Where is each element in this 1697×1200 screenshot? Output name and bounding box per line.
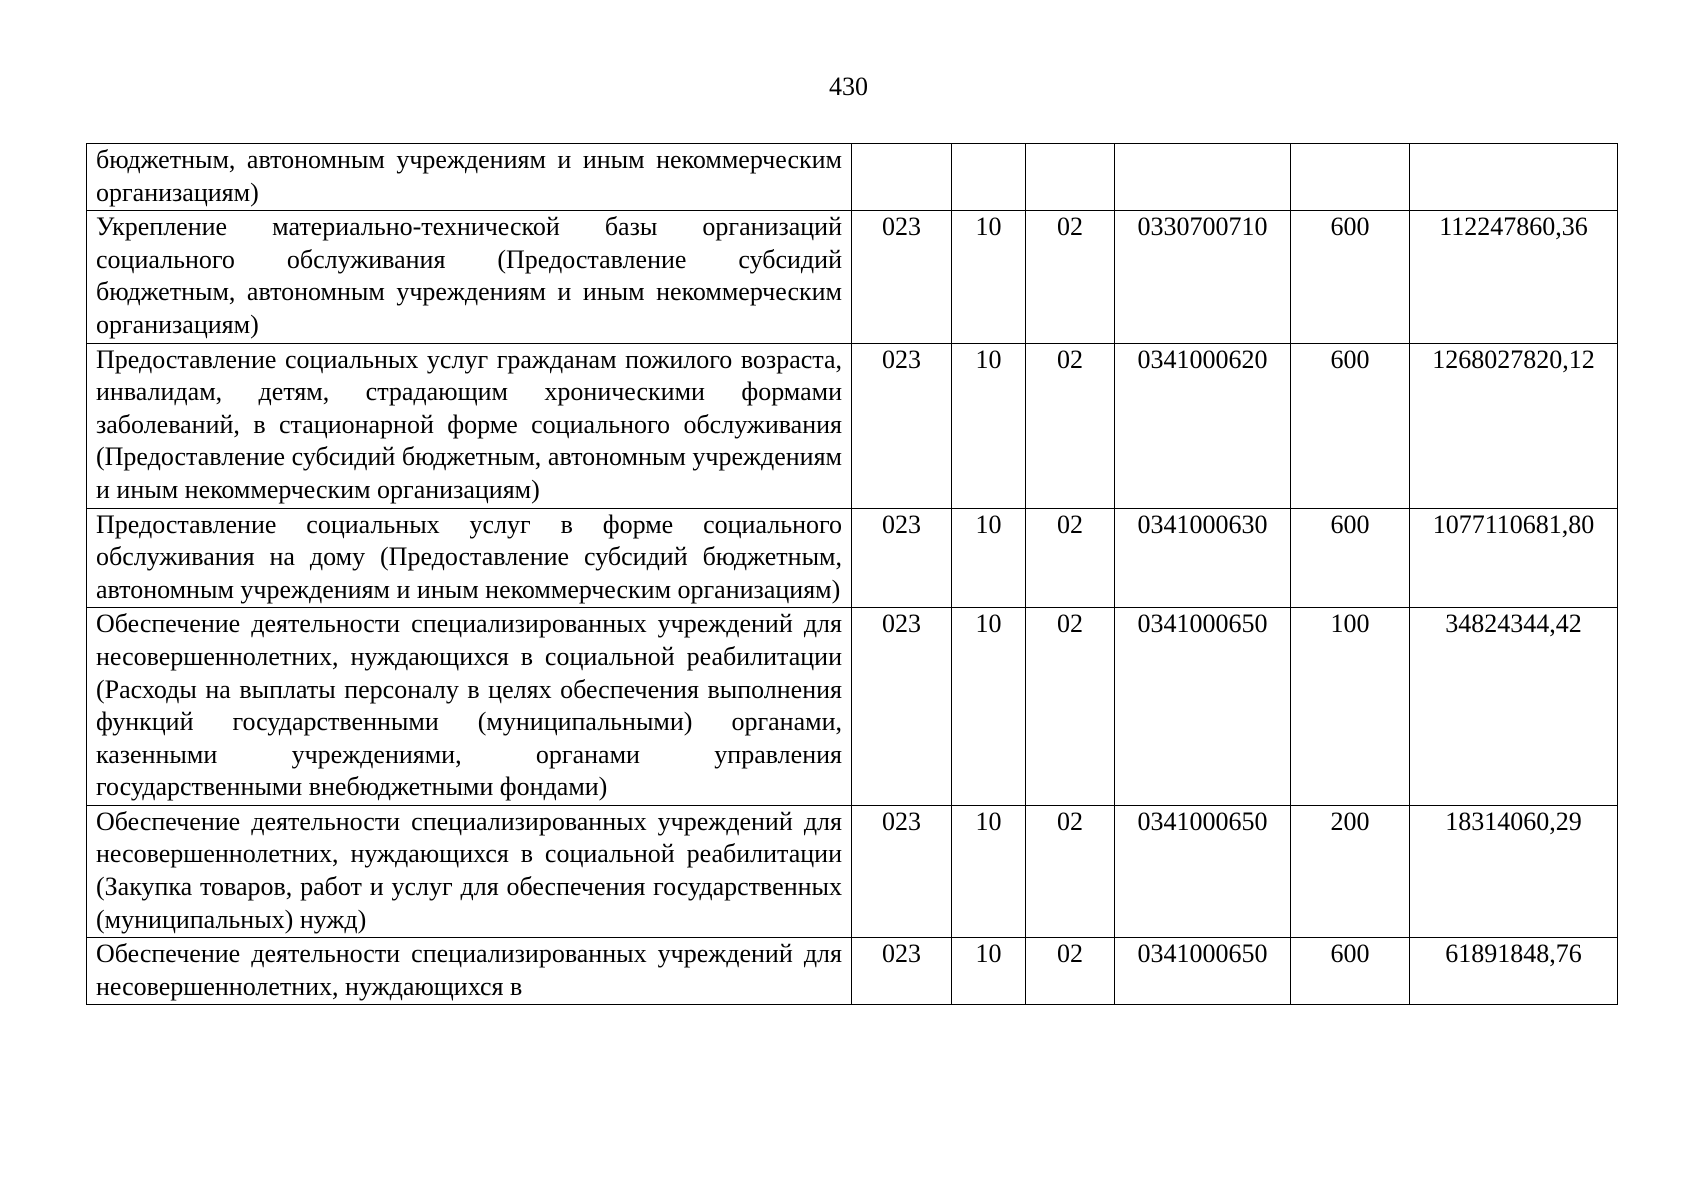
row-expense-type: 600: [1291, 343, 1410, 508]
row-description: Обеспечение деятельности специализированных учреждений для несовершеннолетних, нуждающихся в социальной реабилитации (Закупка товаров, работ и услуг для обеспечения государственных (муниципальных) нужд): [87, 805, 852, 937]
row-ministry-code: [852, 144, 952, 211]
row-subsection: 02: [1026, 938, 1115, 1005]
row-description: бюджетным, автономным учреждениям и иным некоммерческим организациям): [87, 144, 852, 211]
row-ministry-code: 023: [852, 211, 952, 343]
table-row: [87, 805, 1618, 937]
row-subsection: [1026, 144, 1115, 211]
row-section: 10: [952, 343, 1026, 508]
row-subsection: 02: [1026, 343, 1115, 508]
row-description: Обеспечение деятельности специализированных учреждений для несовершеннолетних, нуждающихся в: [87, 938, 852, 1005]
table-row: [87, 938, 1618, 1005]
row-amount: 34824344,42: [1410, 608, 1618, 806]
row-description: Предоставление социальных услуг в форме социального обслуживания на дому (Предоставление субсидий бюджетным, автономным учреждениям и иным некоммерческим организациям): [87, 508, 852, 608]
row-target-item: 0341000630: [1115, 508, 1291, 608]
row-expense-type: 600: [1291, 508, 1410, 608]
row-ministry-code: 023: [852, 805, 952, 937]
row-section: 10: [952, 508, 1026, 608]
row-target-item: 0341000650: [1115, 938, 1291, 1005]
row-expense-type: 600: [1291, 938, 1410, 1005]
row-subsection: 02: [1026, 805, 1115, 937]
row-description: Предоставление социальных услуг гражданам пожилого возраста, инвалидам, детям, страдающим хроническими формами заболеваний, в стационарной форме социального обслуживания (Предоставление субсидий бюджетным, автономным учреждениям и иным некоммерческим организациям): [87, 343, 852, 508]
row-ministry-code: 023: [852, 508, 952, 608]
table-row: [87, 211, 1618, 343]
row-section: 10: [952, 608, 1026, 806]
row-target-item: [1115, 144, 1291, 211]
row-subsection: 02: [1026, 508, 1115, 608]
row-amount: 18314060,29: [1410, 805, 1618, 937]
row-amount: 61891848,76: [1410, 938, 1618, 1005]
row-amount: 1268027820,12: [1410, 343, 1618, 508]
table-row: [87, 508, 1618, 608]
row-expense-type: 600: [1291, 211, 1410, 343]
row-expense-type: 200: [1291, 805, 1410, 937]
row-expense-type: 100: [1291, 608, 1410, 806]
page-number: 430: [829, 72, 868, 101]
row-ministry-code: 023: [852, 343, 952, 508]
table-row: [87, 144, 1618, 211]
row-amount: 112247860,36: [1410, 211, 1618, 343]
table-row: [87, 608, 1618, 806]
row-target-item: 0341000650: [1115, 608, 1291, 806]
row-section: [952, 144, 1026, 211]
row-target-item: 0330700710: [1115, 211, 1291, 343]
row-expense-type: [1291, 144, 1410, 211]
row-subsection: 02: [1026, 608, 1115, 806]
row-section: 10: [952, 211, 1026, 343]
row-target-item: 0341000620: [1115, 343, 1291, 508]
row-target-item: 0341000650: [1115, 805, 1291, 937]
table-row: [87, 343, 1618, 508]
row-subsection: 02: [1026, 211, 1115, 343]
row-description: Укрепление материально-технической базы организаций социального обслуживания (Предоставление субсидий бюджетным, автономным учреждениям и иным некоммерческим организациям): [87, 211, 852, 343]
row-amount: [1410, 144, 1618, 211]
row-section: 10: [952, 938, 1026, 1005]
row-amount: 1077110681,80: [1410, 508, 1618, 608]
row-section: 10: [952, 805, 1026, 937]
row-ministry-code: 023: [852, 608, 952, 806]
row-ministry-code: 023: [852, 938, 952, 1005]
budget-table: [86, 143, 1618, 1005]
row-description: Обеспечение деятельности специализированных учреждений для несовершеннолетних, нуждающихся в социальной реабилитации (Расходы на выплаты персоналу в целях обеспечения выполнения функций государственными (муниципальными) органами, казенными учреждениями, органами управления государственными внебюджетными фондами): [87, 608, 852, 806]
